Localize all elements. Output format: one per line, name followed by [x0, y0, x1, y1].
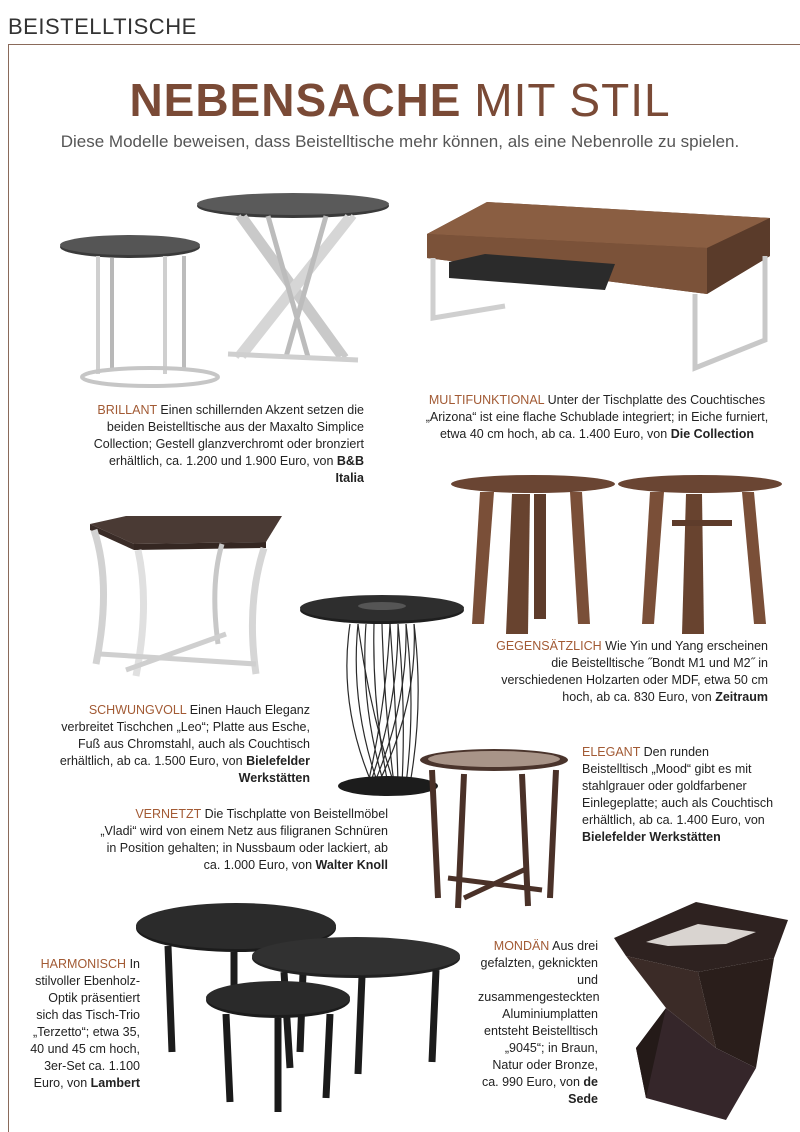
brillant-tables-image	[58, 192, 398, 392]
text-gegensaetzlich: Wie Yin und Yang erscheinen die Beistelltische ˝Bondt M1 und M2˝ in verschiedenen Holzarten oder MDF, etwa 50 cm hoch, ab ca. 830 Euro, von	[501, 639, 768, 704]
mondaen-table-image	[606, 898, 794, 1124]
section-label: BEISTELLTISCHE	[8, 14, 197, 39]
text-elegant: Den runden Beistelltisch „Mood“ gibt es mit stahlgrauer oder goldfarbener Einlegeplatte; auch als Couchtisch erhältlich, ab ca. 1.400 Euro, von	[582, 745, 774, 827]
keyword-schwungvoll: SCHWUNGVOLL	[88, 703, 187, 717]
brand-gegensaetzlich: Zeitraum	[715, 690, 768, 704]
text-mondaen: Aus drei gefalzten, geknickten und zusammengesteckten Aluminiumplatten entsteht Beistelltisch „9045“; in Braun, Natur oder Bronze, ca. 990 Euro, von	[478, 939, 600, 1089]
caption-brillant	[78, 402, 364, 487]
keyword-mondaen: MONDÄN	[493, 939, 550, 953]
text-brillant: Einen schillernden Akzent setzen die beiden Beistelltische aus der Maxalto Simplice Collection; Gestell glanzverchromt oder bronziert erhältlich, ca. 1.200 und 1.900 Euro, von	[93, 403, 364, 468]
caption-elegant	[582, 744, 778, 846]
gegensaetzlich-tables-image	[450, 474, 785, 634]
brand-vernetzt: Walter Knoll	[315, 858, 388, 872]
keyword-gegensaetzlich: GEGENSÄTZLICH	[496, 639, 602, 653]
keyword-vernetzt: VERNETZT	[135, 807, 202, 821]
caption-harmonisch	[28, 956, 140, 1092]
multifunktional-table-image	[425, 198, 775, 378]
caption-vernetzt	[96, 806, 388, 874]
keyword-harmonisch: HARMONISCH	[40, 957, 127, 971]
text-multifunktional: Unter der Tischplatte des Couchtisches „Arizona“ ist eine flache Schublade integriert; in Eiche furniert, etwa 40 cm hoch, ab ca. 1.400 Euro, von	[425, 393, 769, 441]
elegant-table-image	[418, 748, 570, 910]
brand-mondaen: de Sede	[568, 1075, 598, 1106]
headline-bold: NEBENSACHE	[129, 74, 462, 126]
text-vernetzt: Die Tischplatte von Beistellmöbel „Vladi“ wird von einem Netz aus filigranen Schnüren in Position gehalten; in Nussbaum oder lackiert, ab ca. 1.000 Euro, von	[100, 807, 388, 872]
keyword-brillant: BRILLANT	[97, 403, 157, 417]
caption-mondaen	[478, 938, 598, 1108]
brand-schwungvoll: Bielefelder Werkstätten	[238, 754, 310, 785]
caption-gegensaetzlich	[476, 638, 768, 706]
text-harmonisch: In stilvoller Ebenholz-Optik präsentiert sich das Tisch-Trio „Terzetto“; etwa 35, 40 und 45 cm hoch, 3er-Set ca. 1.100 Euro, von	[30, 957, 140, 1090]
caption-schwungvoll	[42, 702, 310, 787]
brand-brillant: B&B Italia	[335, 454, 364, 485]
top-rule	[8, 44, 800, 45]
harmonisch-tables-image	[134, 902, 462, 1114]
headline	[0, 72, 800, 128]
brand-elegant: Bielefelder Werkstätten	[582, 830, 721, 844]
brand-multifunktional: Die Collection	[670, 427, 755, 441]
keyword-multifunktional: MULTIFUNKTIONAL	[428, 393, 545, 407]
text-schwungvoll: Einen Hauch Eleganz verbreitet Tischchen „Leo“; Platte aus Esche, Fuß aus Chromstahl, auch als Couchtisch erhältlich, ab ca. 1.500 Euro, von	[59, 703, 310, 768]
keyword-elegant: ELEGANT	[582, 745, 641, 759]
caption-multifunktional	[424, 392, 770, 443]
headline-light: MIT STIL	[474, 74, 671, 126]
brand-harmonisch: Lambert	[90, 1076, 140, 1090]
schwungvoll-table-image	[86, 514, 286, 679]
subline: Diese Modelle beweisen, dass Beistelltische mehr können, als eine Nebenrolle zu spielen.	[60, 132, 740, 151]
left-rule	[8, 44, 9, 1132]
